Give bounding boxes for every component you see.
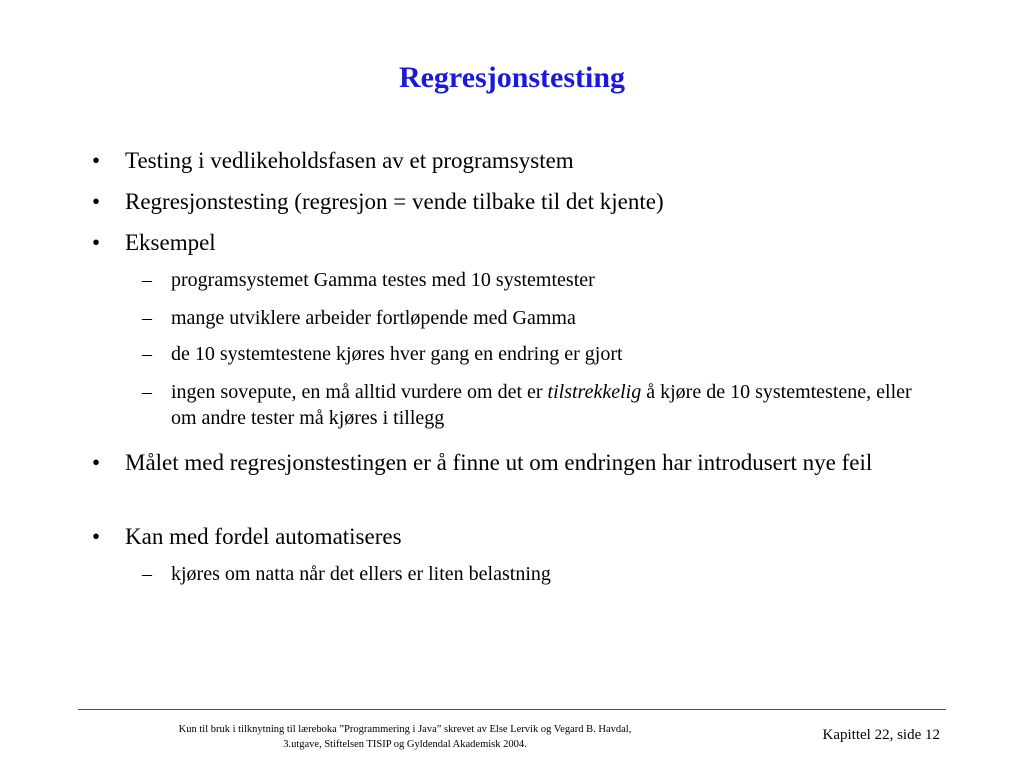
sub-bullet-developers: mange utviklere arbeider fortløpende med Gamma bbox=[171, 307, 576, 329]
footer-note-line-2: 3.utgave, Stiftelsen TISIP og Gyldendal Akademisk 2004. bbox=[283, 739, 527, 750]
bullet-regression-definition: Regresjonstesting (regresjon = vende tilbake til det kjente) bbox=[125, 189, 664, 214]
sub-bullet-gamma-tests: programsystemet Gamma testes med 10 systemtester bbox=[171, 269, 595, 291]
sub-bullet-text-pre: ingen sovepute, en må alltid vurdere om det er bbox=[171, 381, 548, 403]
sub-bullet-tests-run: de 10 systemtestene kjøres hver gang en endring er gjort bbox=[171, 343, 623, 365]
dash-marker: – bbox=[142, 563, 152, 585]
bullet-goal: Målet med regresjonstestingen er å finne ut om endringen har introdusert nye feil bbox=[125, 450, 873, 475]
sub-bullet-no-safety-net bbox=[171, 379, 941, 431]
sub-bullet-text-post: å kjøre de 10 systemtestene, eller om andre tester må kjøres i tillegg bbox=[171, 381, 912, 429]
emphasis-sufficient: tilstrekkelig bbox=[547, 381, 642, 403]
bullet-marker: • bbox=[92, 230, 101, 255]
bullet-automate: Kan med fordel automatiseres bbox=[125, 524, 402, 549]
bullet-marker: • bbox=[92, 189, 101, 214]
slide-title: Regresjonstesting bbox=[398, 61, 626, 94]
sub-bullet-night-runs: kjøres om natta når det ellers er liten belastning bbox=[171, 563, 551, 585]
footer-note-line-1: Kun til bruk i tilknytning til læreboka ”Programmering i Java” skrevet av Else Lervik og Vegard B. Havdal, bbox=[178, 724, 632, 735]
bullet-marker: • bbox=[92, 524, 101, 549]
bullet-testing-maintenance: Testing i vedlikeholdsfasen av et programsystem bbox=[125, 148, 574, 173]
dash-marker: – bbox=[142, 343, 152, 365]
bullet-marker: • bbox=[92, 450, 101, 475]
footer-copyright-note bbox=[120, 722, 690, 752]
dash-marker: – bbox=[142, 269, 152, 291]
bullet-example: Eksempel bbox=[125, 230, 216, 255]
footer-page-number: Kapittel 22, side 12 bbox=[822, 727, 940, 743]
footer-divider bbox=[78, 709, 946, 710]
bullet-marker: • bbox=[92, 148, 101, 173]
dash-marker: – bbox=[142, 381, 152, 403]
dash-marker: – bbox=[142, 307, 152, 329]
